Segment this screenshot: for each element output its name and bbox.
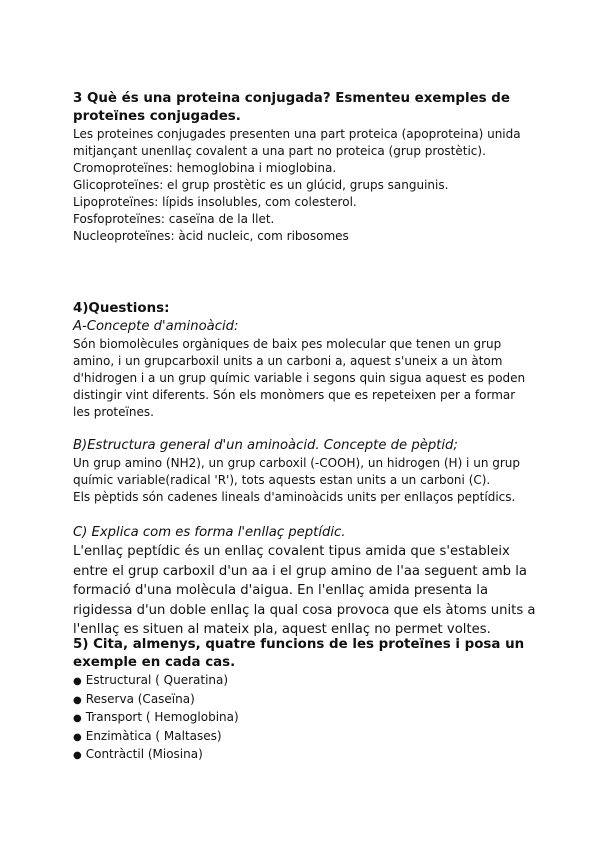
answer-a-line: distingir vint diferents. Són els monòmers que es repeteixen per a formar <box>73 388 516 402</box>
answer-3-line: mitjançant unenllaç covalent a una part no proteica (grup prostètic). <box>73 144 486 158</box>
subquestion-a-title: A-Concepte d'aminoàcid: <box>73 319 239 334</box>
answer-a-line: les proteïnes. <box>73 405 154 419</box>
list-item: ● Enzimàtica ( Maltases) <box>73 728 543 747</box>
answer-3-line: Nucleoproteïnes: àcid nucleic, com ribosomes <box>73 229 349 243</box>
list-item: ● Estructural ( Queratina) <box>73 672 543 691</box>
answer-a-line: amino, i un grupcarboxil units a un carboni a, aquest s'uneix a un àtom <box>73 354 503 368</box>
answer-b-line: Un grup amino (NH2), un grup carboxil (-COOH), un hidrogen (H) i un grup <box>73 456 521 470</box>
answer-a-line: Són biomolècules orgàniques de baix pes molecular que tenen un grup <box>73 337 502 351</box>
protein-functions-list <box>73 672 543 765</box>
answer-c-line: rigidessa d'un doble enllaç la qual cosa provoca que els àtoms units a <box>73 602 536 618</box>
question-4-heading: 4)Questions: <box>73 301 170 316</box>
subquestion-b-title: B)Estructura general d'un aminoàcid. Concepte de pèptid; <box>73 438 458 453</box>
answer-3-line: Les proteines conjugades presenten una part proteica (apoproteina) unida <box>73 127 521 141</box>
answer-3-line: Cromoproteïnes: hemoglobina i mioglobina. <box>73 161 337 175</box>
list-item: ● Contràctil (Miosina) <box>73 746 543 765</box>
answer-c-line: entre el grup carboxil d'un aa i el grup amino de l'aa seguent amb la <box>73 563 527 579</box>
answer-c-line: L'enllaç peptídic és un enllaç covalent tipus amida que s'estableix <box>73 544 510 559</box>
answer-3-line: Glicoproteïnes: el grup prostètic es un glúcid, grups sanguinis. <box>73 178 449 192</box>
question-5-heading-line: 5) Cita, almenys, quatre funcions de les proteïnes i posa un <box>73 637 525 652</box>
answer-b-line: Els pèptids són cadenes lineals d'aminoàcids units per enllaços peptídics. <box>73 490 516 504</box>
question-5-heading-line: exemple en cada cas. <box>73 655 236 670</box>
list-item: ● Reserva (Caseïna) <box>73 691 543 710</box>
answer-3-line: Lipoproteïnes: lípids insolubles, com colesterol. <box>73 195 357 209</box>
question-3-section <box>73 90 543 245</box>
answer-3-line: Fosfoproteïnes: caseïna de la llet. <box>73 212 275 226</box>
question-3-heading-line: proteïnes conjugades. <box>73 109 241 124</box>
question-3-heading-line: 3 Què és una proteina conjugada? Esmenteu exemples de <box>73 91 510 106</box>
answer-b-line: químic variable(radical 'R'), tots aquests estan units a un carboni (C). <box>73 473 491 487</box>
answer-c-line: l'enllaç es situen al mateix pla, aquest enllaç no permet voltes. <box>73 622 491 637</box>
list-item: ● Transport ( Hemoglobina) <box>73 709 543 728</box>
subquestion-c-title: C) Explica com es forma l'enllaç peptídic. <box>73 525 346 540</box>
question-5-section <box>73 636 543 765</box>
question-4-section <box>73 300 543 640</box>
answer-c-line: formació d'una molècula d'aigua. En l'enllaç amida presenta la <box>73 583 489 598</box>
answer-a-line: d'hidrogen i a un grup químic variable i segons quin sigua aquest es poden <box>73 371 526 385</box>
